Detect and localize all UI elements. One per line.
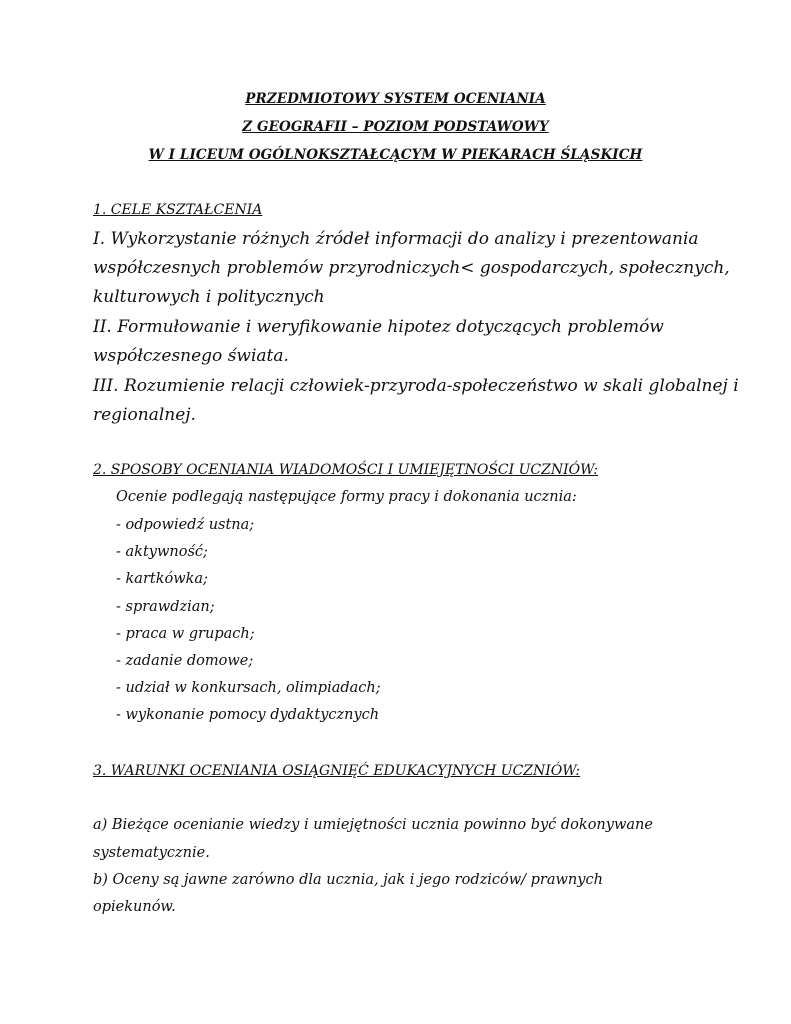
section-3-line: systematycznie. — [93, 845, 210, 861]
section-2-heading: 2. SPOSOBY OCENIANIA WIADOMOŚCI I UMIEJĘTNOŚCI UCZNIÓW: — [93, 462, 598, 478]
section-1-line: II. Formułowanie i weryfikowanie hipotez dotyczących problemów — [93, 317, 664, 337]
section-1-line: I. Wykorzystanie różnych źródeł informacji do analizy i prezentowania — [93, 229, 699, 249]
document-title-line-3: W I LICEUM OGÓLNOKSZTAŁCĄCYM W PIEKARACH ŚLĄSKICH — [148, 147, 643, 163]
assessment-form-item: - udział w konkursach, olimpiadach; — [116, 680, 381, 696]
section-1-heading: 1. CELE KSZTAŁCENIA — [93, 202, 263, 218]
document-title-line-1: PRZEDMIOTOWY SYSTEM OCENIANIA — [245, 91, 546, 107]
document-title-line-2: Z GEOGRAFII – POZIOM PODSTAWOWY — [242, 119, 549, 135]
section-1-line: współczesnych problemów przyrodniczych< gospodarczych, społecznych, — [93, 258, 730, 278]
assessment-form-item: - wykonanie pomocy dydaktycznych — [116, 707, 380, 723]
assessment-form-item: - praca w grupach; — [116, 626, 255, 642]
section-1-line: regionalnej. — [93, 405, 196, 425]
assessment-form-item: - aktywność; — [116, 544, 208, 560]
section-3-heading: 3. WARUNKI OCENIANIA OSIĄGNIĘĆ EDUKACYJNYCH UCZNIÓW: — [93, 763, 581, 779]
section-3-line: opiekunów. — [93, 899, 176, 915]
assessment-form-item: - sprawdzian; — [116, 599, 215, 615]
assessment-form-item: - kartkówka; — [116, 571, 208, 587]
section-1-line: współczesnego świata. — [93, 346, 289, 366]
section-2-intro: Ocenie podlegają następujące formy pracy i dokonania ucznia: — [116, 489, 577, 505]
assessment-form-item: - zadanie domowe; — [116, 653, 254, 669]
section-3-line: b) Oceny są jawne zarówno dla ucznia, jak i jego rodziców/ prawnych — [93, 872, 603, 888]
section-3-line: a) Bieżące ocenianie wiedzy i umiejętności ucznia powinno być dokonywane — [93, 817, 653, 833]
assessment-form-item: - odpowiedź ustna; — [116, 517, 255, 533]
section-1-line: kulturowych i politycznych — [93, 287, 325, 307]
section-1-line: III. Rozumienie relacji człowiek-przyroda-społeczeństwo w skali globalnej i — [93, 376, 739, 396]
